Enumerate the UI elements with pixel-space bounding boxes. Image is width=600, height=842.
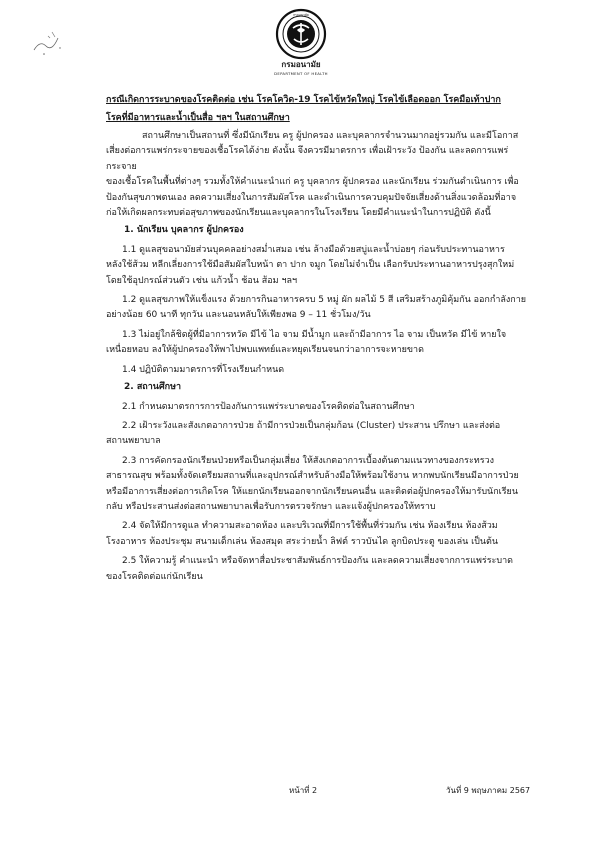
section-item-line: อย่างน้อย 60 นาที ทุกวัน และนอนหลับให้เพียงพอ 9 – 11 ชั่วโมง/วัน: [106, 310, 371, 321]
section-item-line: 2.2 เฝ้าระวังและสังเกตอาการป่วย ถ้ามีการป่วยเป็นกลุ่มก้อน (Cluster) ประสาน ปรึกษา และส่งต่อ: [122, 420, 501, 431]
section-item-line: เหนื่อยหอบ ลงให้ผู้ปกครองให้พาไปพบแพทย์และหยุดเรียนจนกว่าอาการจะหายขาด: [106, 345, 424, 356]
logo-name: กรมอนามัย: [281, 60, 321, 69]
section-item-line: 2.3 การคัดกรองนักเรียนป่วยหรือเป็นกลุ่มเสี่ยง ให้สังเกตอาการเบื้องต้นตามแนวทางของกระทรวง: [122, 455, 495, 466]
section-heading: 2. สถานศึกษา: [124, 382, 182, 393]
page-number: หน้าที่ 2: [289, 786, 318, 795]
section-item-line: โรงอาหาร ห้องประชุม สนามเด็กเล่น ห้องสมุด สระว่ายน้ำ ลิฟต์ ราวบันได ลูกบิดประตู ของเล่น เป็นต้น: [106, 536, 499, 547]
section-item-line: สาธารณสุข พร้อมทั้งจัดเตรียมสถานที่และอุปกรณ์สำหรับล้างมือให้พร้อมใช้งาน หากพบนักเรียนมีอาการป่วย: [106, 471, 519, 482]
logo-subtitle: DEPARTMENT OF HEALTH: [274, 71, 328, 76]
handwritten-mark: [30, 28, 70, 58]
intro-line: เสี่ยงต่อการแพร่กระจายของเชื้อโรคได้ง่าย ดังนั้น จึงควรมีมาตรการ เพื่อเฝ้าระวัง ป้องกัน และลดการแพร่กระจาย: [106, 146, 509, 172]
section-item-line: 1.3 ไม่อยู่ใกล้ชิดผู้ที่มีอาการหวัด มีไข้ ไอ จาม มีน้ำมูก และถ้ามีอาการ ไอ จาม เป็นหวัด มีไข้ หายใจ: [122, 329, 507, 340]
intro-line: ป้องกันสุขภาพตนเอง ลดความเสี่ยงในการสัมผัสโรค และดำเนินการควบคุมปัจจัยเสี่ยงด้านสิ่งแวดล้อมที่อาจ: [106, 192, 517, 203]
section-item-line: โดยใช้อุปกรณ์ส่วนตัว เช่น แก้วน้ำ ช้อน ส้อม ฯลฯ: [106, 275, 298, 286]
section-item-line: สถานพยาบาล: [106, 436, 161, 447]
section-item-line: 1.4 ปฏิบัติตามมาตรการที่โรงเรียนกำหนด: [122, 364, 285, 375]
document-title: [106, 91, 526, 127]
section-item-line: หรือมีอาการเสี่ยงต่อการเกิดโรค ให้แยกนักเรียนออกจากนักเรียนคนอื่น และติดต่อผู้ปกครองให้มารับนักเรียน: [106, 486, 518, 497]
title-line: โรคที่มีอาหารและน้ำเป็นสื่อ ฯลฯ ในสถานศึกษา: [106, 113, 290, 123]
section-item-line: 2.4 จัดให้มีการดูแล ทำความสะอาดห้อง และบริเวณที่มีการใช้พื้นที่ร่วมกัน เช่น ห้องเรียน ห้องส้วม: [122, 521, 498, 532]
document-body: [106, 129, 528, 585]
section-item-line: 1.1 ดูแลสุขอนามัยส่วนบุคคลอย่างสม่ำเสมอ เช่น ล้างมือด้วยสบู่และน้ำบ่อยๆ ก่อนรับประทานอาหาร: [122, 244, 505, 255]
section-heading: 1. นักเรียน บุคลากร ผู้ปกครอง: [124, 225, 244, 236]
section-item-line: 2.1 กำหนดมาตรการการป้องกันการแพร่ระบาดของโรคติดต่อในสถานศึกษา: [122, 401, 415, 412]
intro-line: ก่อให้เกิดผลกระทบต่อสุขภาพของนักเรียนและบุคลากรในโรงเรียน โดยมีคำแนะนำในการปฏิบัติ ดังนี้: [106, 208, 491, 219]
svg-text:กรมอนามัย: กรมอนามัย: [293, 13, 309, 17]
department-of-health-logo-icon: [271, 8, 331, 62]
section-item-line: กลับ หรือประสานส่งต่อสถานพยาบาลเพื่อรับการตรวจรักษา และแจ้งผู้ปกครองให้ทราบ: [106, 501, 436, 512]
section-item-line: ของโรคติดต่อแก่นักเรียน: [106, 571, 203, 582]
intro-line: สถานศึกษาเป็นสถานที่ ซึ่งมีนักเรียน ครู ผู้ปกครอง และบุคลากรจำนวนมากอยู่รวมกัน และมีโอกาส: [142, 131, 519, 141]
title-line: กรณีเกิดการระบาดของโรคติดต่อ เช่น โรคโควิด-19 โรคไข้หวัดใหญ่ โรคไข้เลือดออก โรคมือเท้าปาก: [106, 95, 501, 105]
section-item-line: 2.5 ให้ความรู้ คำแนะนำ หรือจัดหาสื่อประชาสัมพันธ์การป้องกัน และลดความเสี่ยงจากการแพร่ระบาด: [122, 556, 513, 567]
section-item-line: หลังใช้ส้วม หลีกเลี่ยงการใช้มือสัมผัสใบหน้า ตา ปาก จมูก โดยไม่จำเป็น เลือกรับประทานอาหารปรุงสุกใหม่: [106, 260, 515, 271]
section-item-line: 1.2 ดูแลสุขภาพให้แข็งแรง ด้วยการกินอาหารครบ 5 หมู่ ผัก ผลไม้ 5 สี เสริมสร้างภูมิคุ้มกัน ออกกำลังกาย: [122, 295, 527, 306]
document-date: วันที่ 9 พฤษภาคม 2567: [446, 786, 531, 795]
intro-line: ของเชื้อโรคในพื้นที่ต่างๆ รวมทั้งให้คำแนะนำแก่ ครู บุคลากร ผู้ปกครอง และนักเรียน ร่วมกันดำเนินการ เพื่อ: [106, 177, 519, 188]
